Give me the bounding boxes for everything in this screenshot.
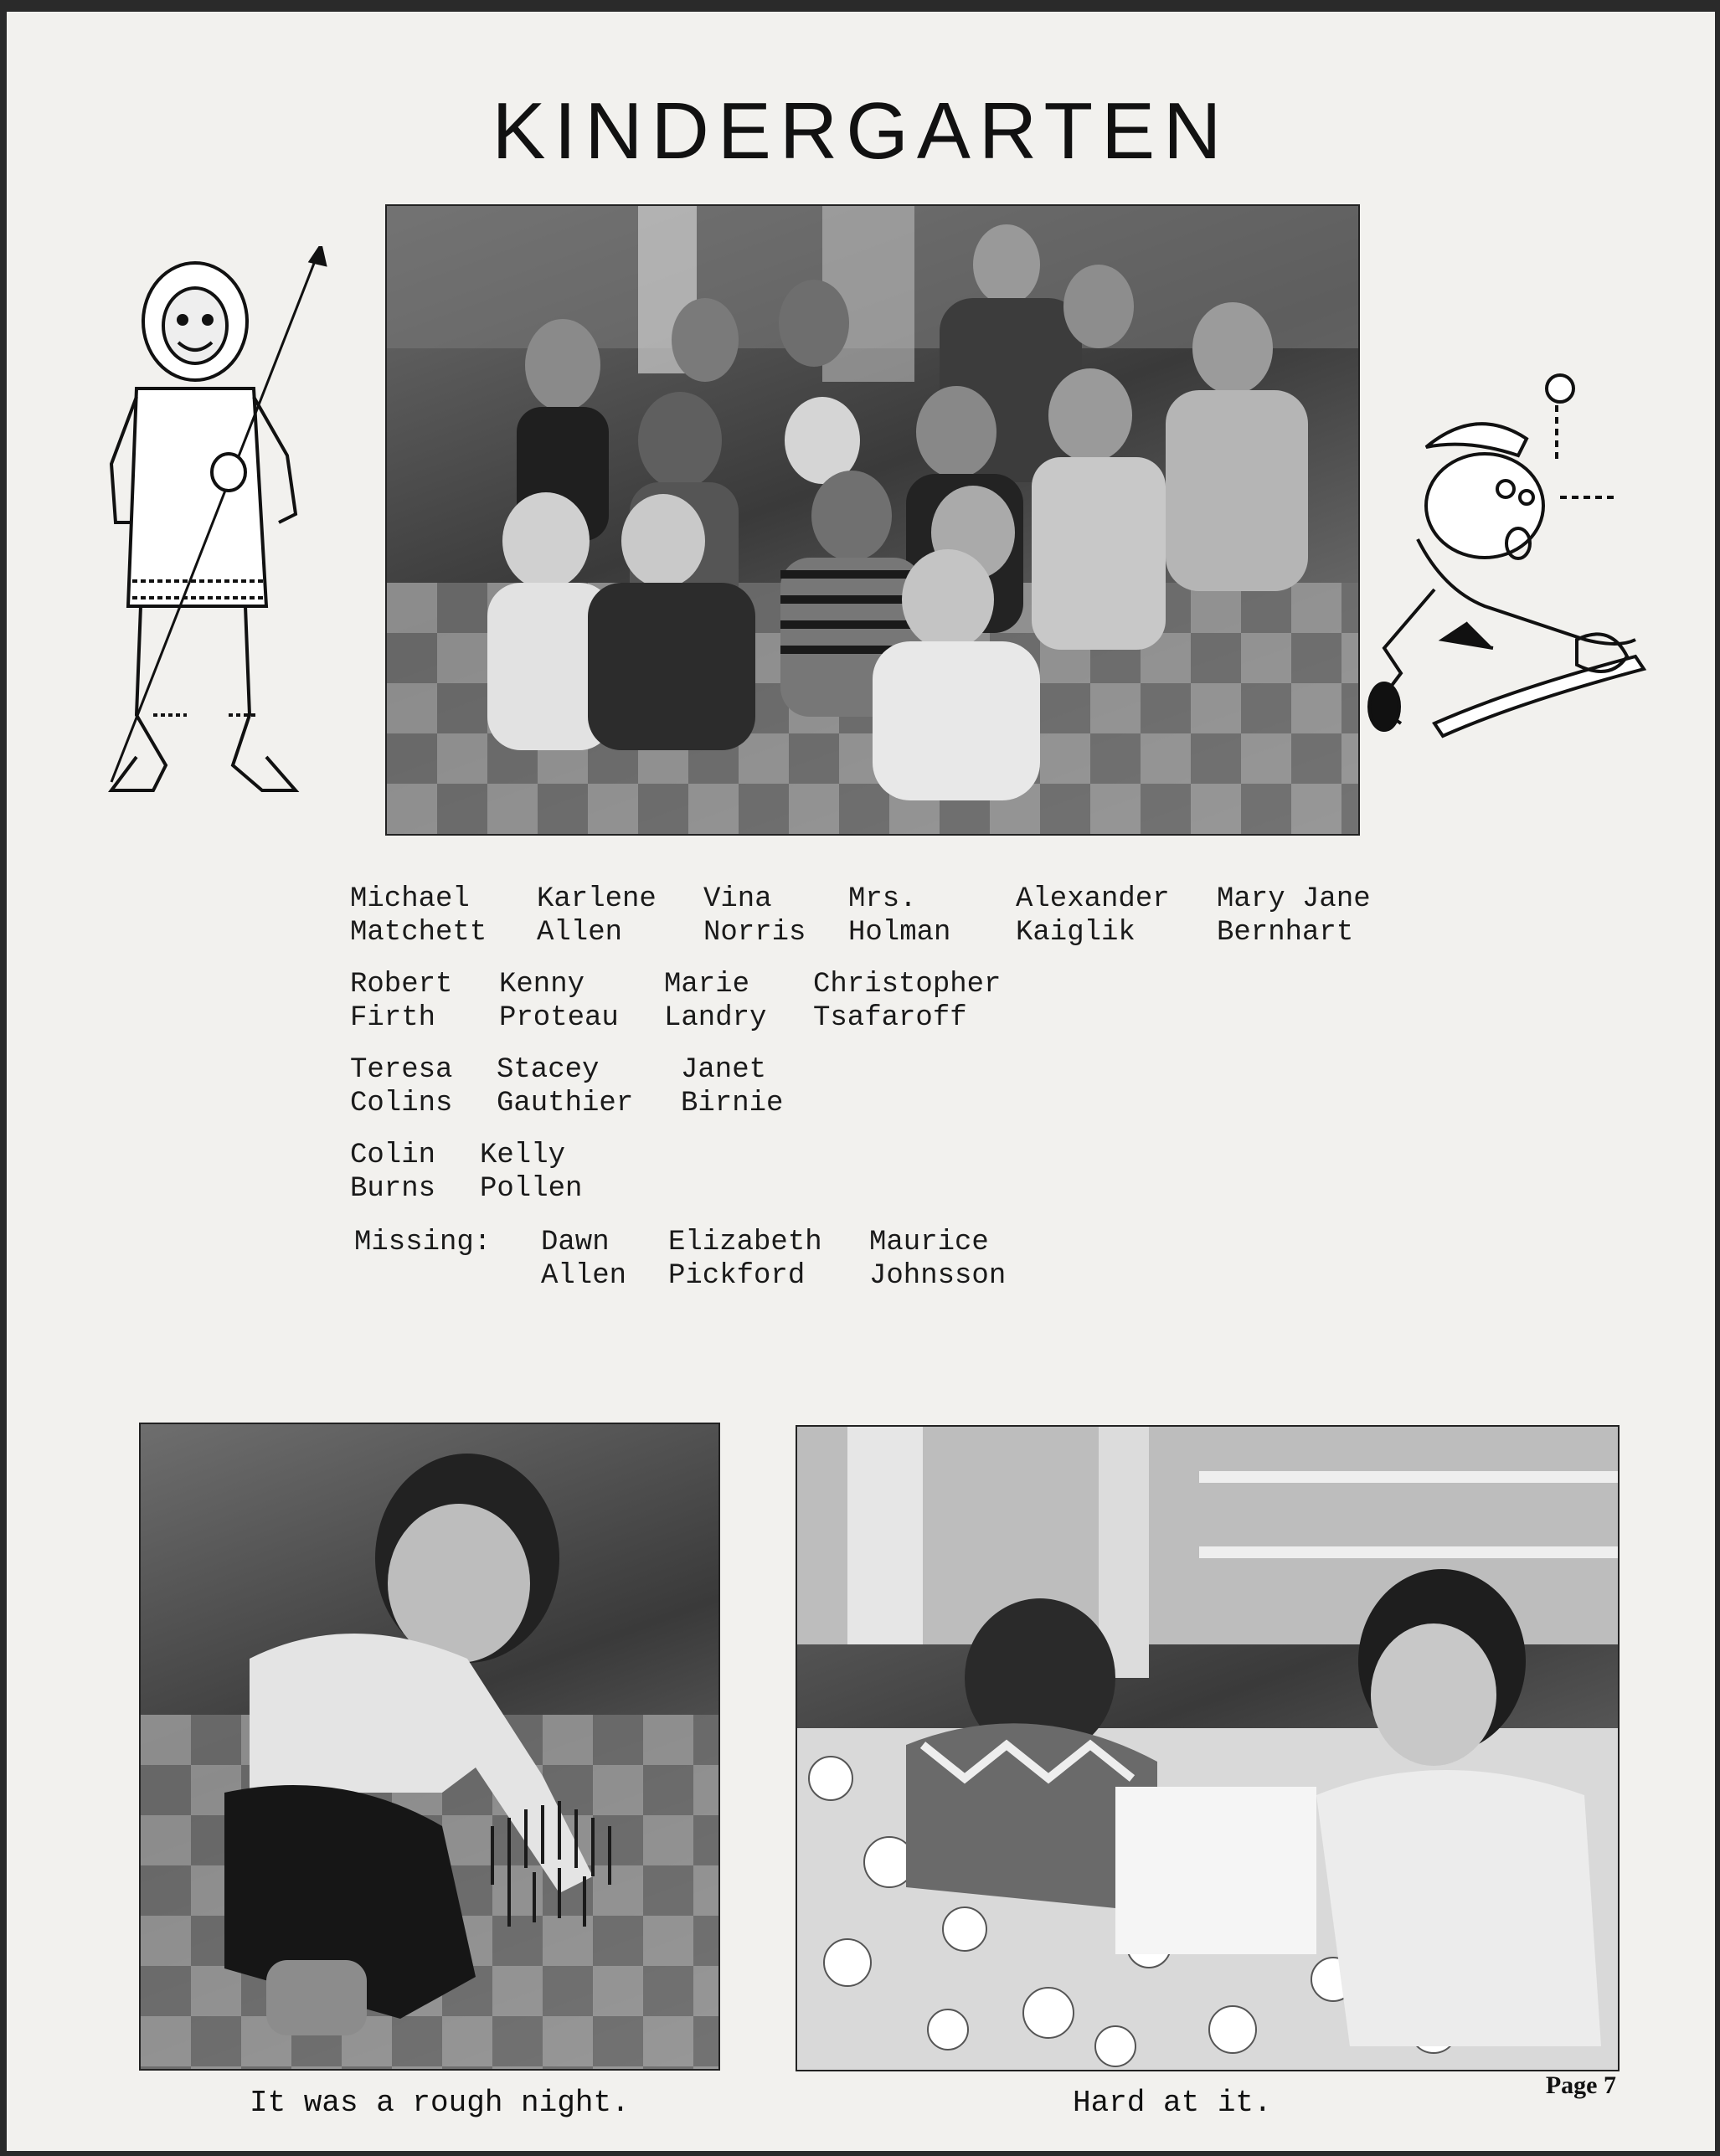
caption-left: It was a rough night. [250,2086,630,2120]
student-name: Kenny Proteau [499,969,619,1034]
missing-label: Missing: [354,1227,492,1258]
children-drawing-figures [797,1427,1618,2070]
yearbook-page [7,12,1715,2151]
student-name: Alexander Kaiglik [1016,883,1170,949]
student-name: Vina Norris [703,883,806,949]
photo-boy-with-pegboard [139,1423,720,2071]
page-title: KINDERGARTEN [492,86,1230,176]
missing-name: Maurice Johnsson [869,1227,1007,1292]
student-name: Robert Firth [350,969,453,1034]
student-name: Stacey Gauthier [497,1054,634,1119]
page-number: Page 7 [1545,2071,1616,2099]
student-name: Colin Burns [350,1140,436,1205]
class-photo [385,204,1360,836]
student-name: Kelly Pollen [480,1140,583,1205]
student-name: Michael Matchett [350,883,487,949]
student-name: Karlene Allen [537,883,657,949]
student-name: Christopher Tsafaroff [813,969,1002,1034]
photo-children-drawing [796,1425,1620,2071]
student-name: Janet Birnie [681,1054,784,1119]
baseball-player-drawing [1367,372,1669,740]
missing-name: Elizabeth Pickford [668,1227,822,1292]
boy-figure [141,1424,718,2069]
hunter-drawing [86,246,337,816]
student-name: Teresa Colins [350,1054,453,1119]
teacher-name: Mrs. Holman [848,883,951,949]
student-name: Marie Landry [664,969,767,1034]
missing-name: Dawn Allen [541,1227,627,1292]
student-name: Mary Jane Bernhart [1217,883,1371,949]
class-photo-figures [387,206,1358,834]
caption-right: Hard at it. [1073,2086,1272,2120]
